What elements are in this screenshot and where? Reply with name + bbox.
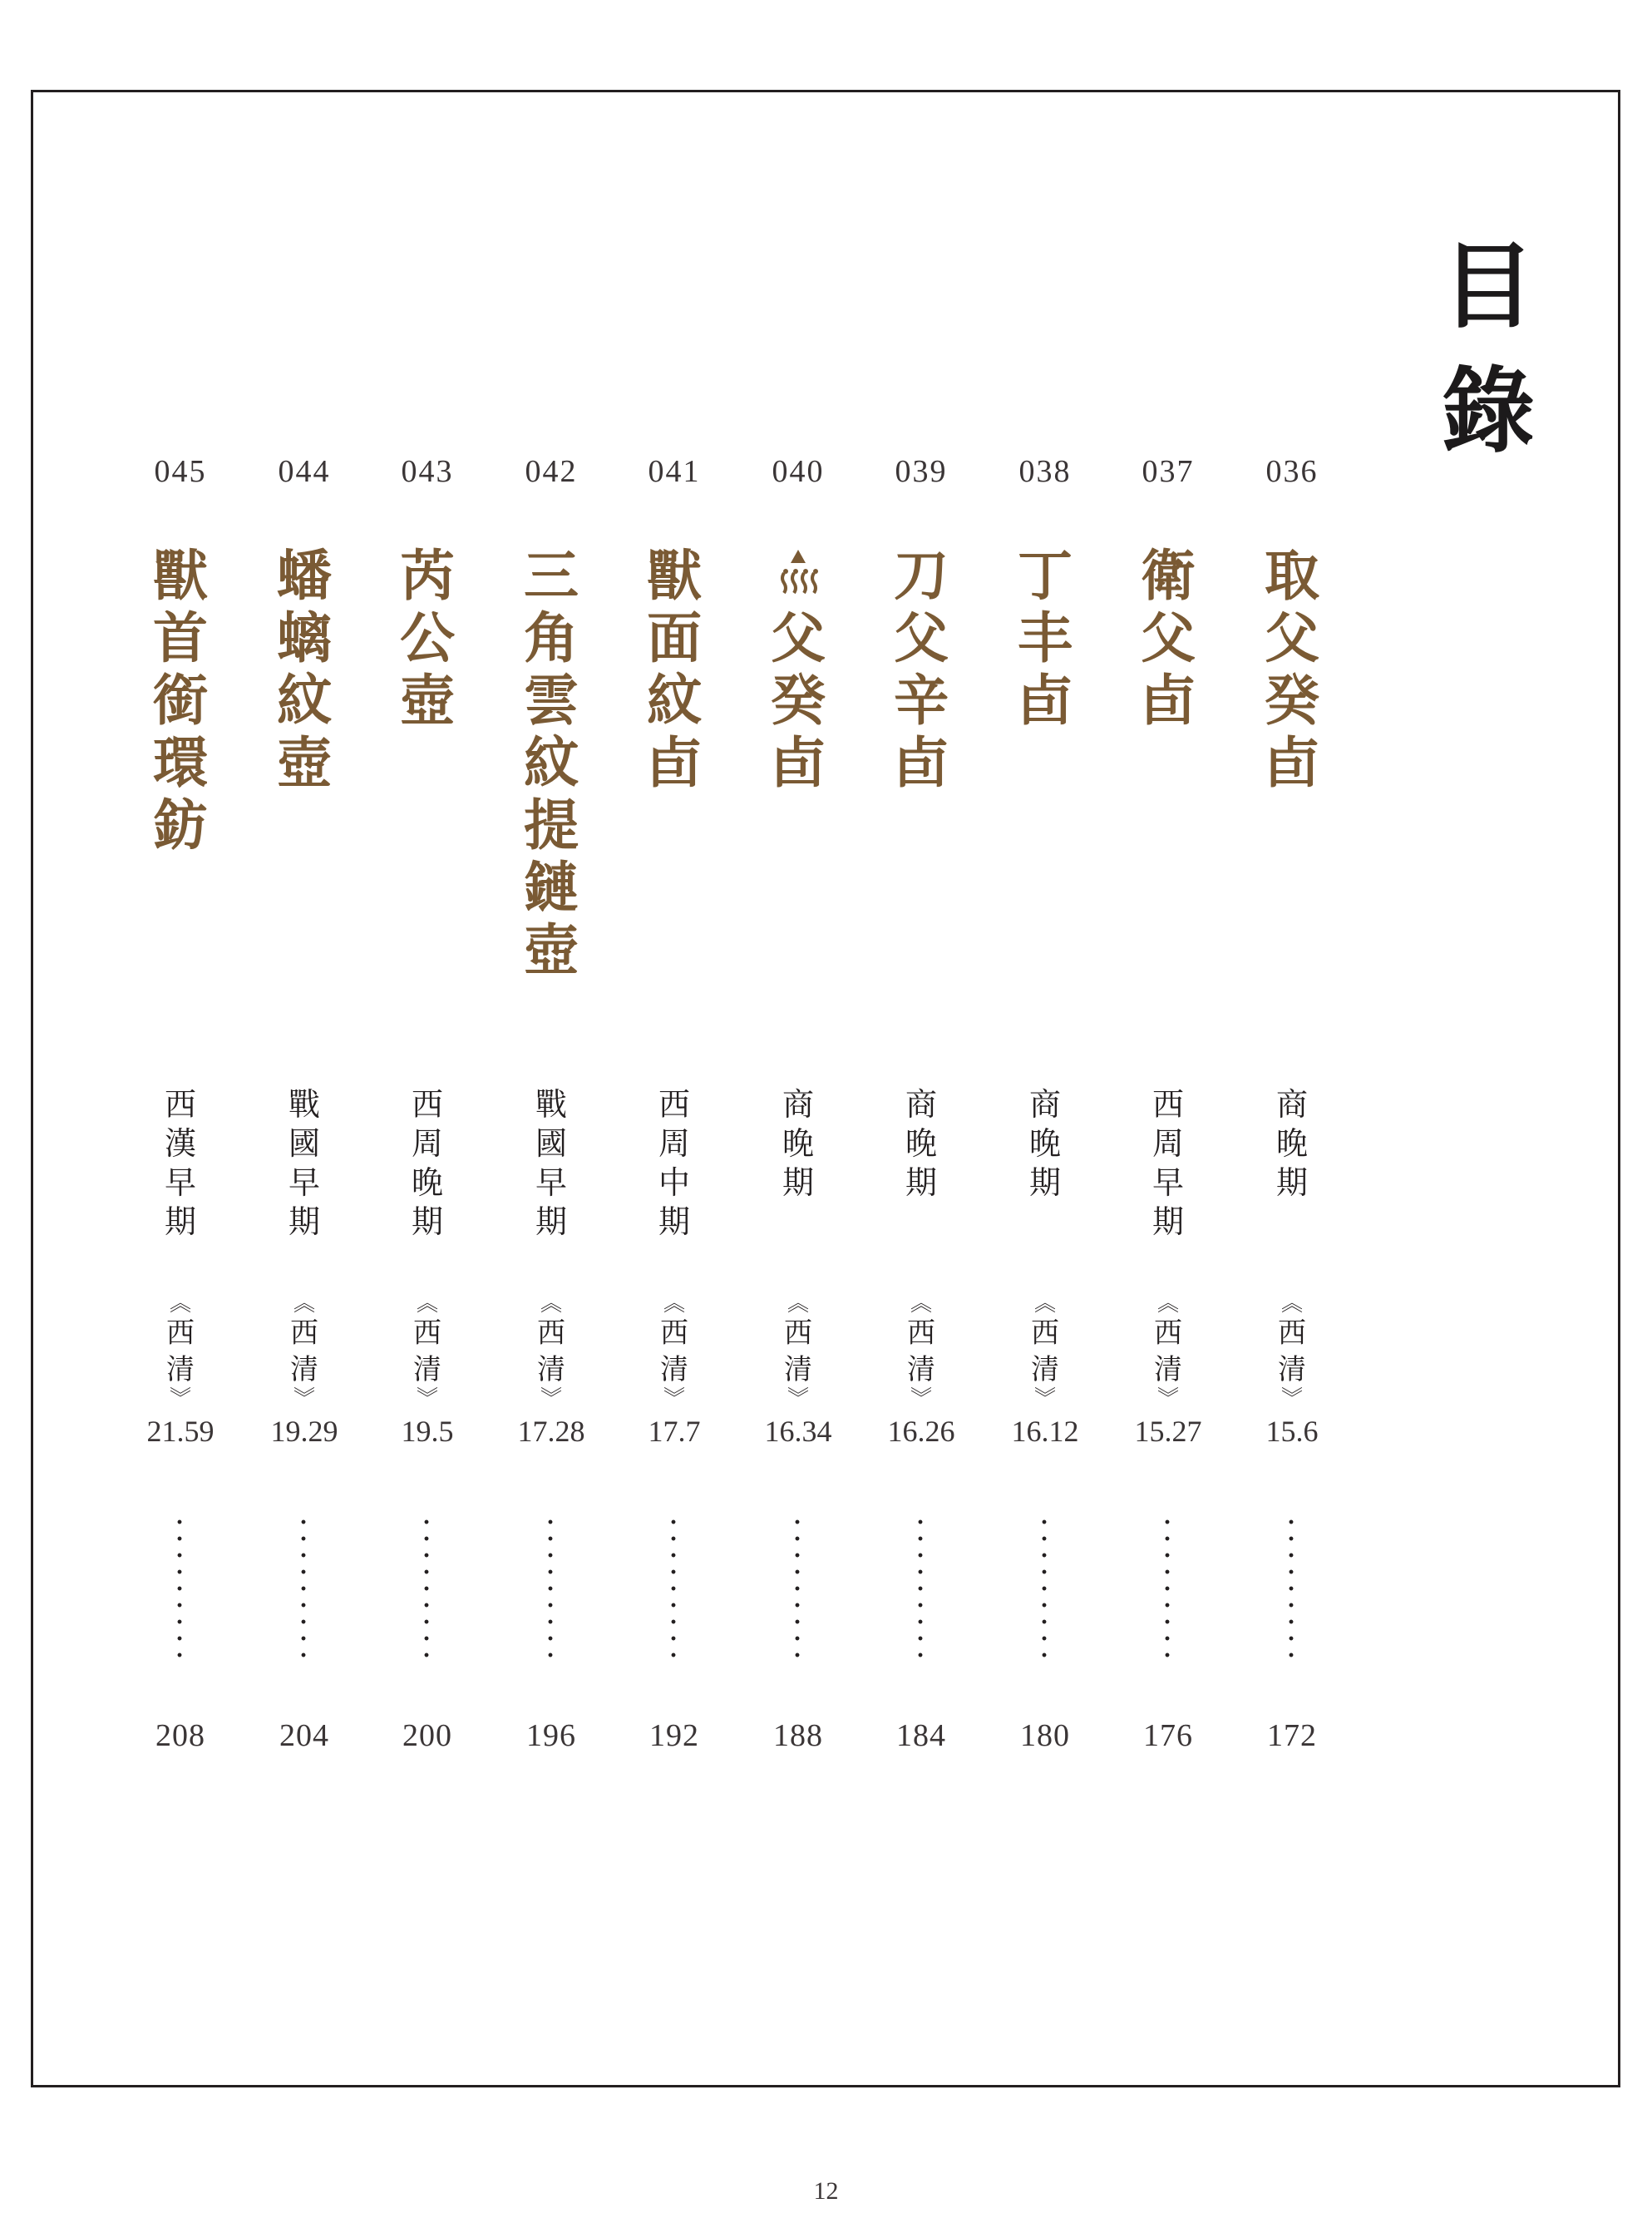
entry-title <box>485 545 618 981</box>
entry-source-ref: 16.26 <box>887 1415 955 1448</box>
entry-period-char: 周 <box>411 1125 443 1162</box>
entry-title-char: 銜 <box>153 668 208 733</box>
entry-period-char: 商 <box>905 1086 937 1123</box>
entry-period-char: 晚 <box>1028 1125 1061 1162</box>
entry-period-char: 周 <box>1151 1125 1184 1162</box>
entry-title-char: 卣 <box>894 730 949 795</box>
entry-title-char: 首 <box>153 605 208 670</box>
entry-title-char: 父 <box>771 605 826 670</box>
entry-title-char: 父 <box>894 605 949 670</box>
entry-period-char: 期 <box>164 1203 196 1240</box>
dot-leader <box>548 1514 553 1663</box>
entry-source <box>979 1293 1112 1410</box>
entry-period-char: 戰 <box>288 1086 320 1123</box>
entry-source-ref: 19.29 <box>270 1415 338 1448</box>
entry-title <box>114 545 247 857</box>
entry-period <box>238 1085 371 1242</box>
entry-source-char: 清 <box>290 1353 318 1386</box>
entry-period-char: 期 <box>782 1164 814 1201</box>
clan-emblem-icon <box>771 545 826 607</box>
entry-title-char: 芮 <box>400 543 455 608</box>
entry-page[interactable]: 188 <box>773 1718 823 1753</box>
entry-period-char: 期 <box>1151 1203 1184 1240</box>
entry-page[interactable]: 196 <box>526 1718 576 1753</box>
dot-leader <box>1042 1514 1047 1663</box>
entry-page[interactable]: 192 <box>649 1718 699 1753</box>
entry-title-char: 紋 <box>524 730 579 795</box>
entry-number: 043 <box>401 454 454 489</box>
source-bracket-open: ︽ <box>169 1292 191 1317</box>
source-bracket-open: ︽ <box>416 1292 438 1317</box>
entry-title-char: 癸 <box>771 668 826 733</box>
entry-period-char: 晚 <box>1275 1125 1308 1162</box>
entry-period-char: 商 <box>1028 1086 1061 1123</box>
entry-title-char: 父 <box>1141 605 1196 670</box>
entry-number: 042 <box>525 454 578 489</box>
entry-source <box>485 1293 618 1410</box>
dot-leader <box>301 1514 306 1663</box>
page-number: 12 <box>813 2177 839 2205</box>
entry-source-char: 西 <box>1278 1317 1306 1350</box>
entry-page[interactable]: 204 <box>279 1718 329 1753</box>
entry-title-char: 公 <box>400 605 455 670</box>
entry-period <box>608 1085 741 1242</box>
entry-title-char: 環 <box>153 730 208 795</box>
entry-period <box>1225 1085 1359 1203</box>
entry-period-char: 早 <box>535 1164 567 1201</box>
entry-source-ref: 16.34 <box>764 1415 832 1448</box>
entry-number: 040 <box>772 454 825 489</box>
entry-source-char: 清 <box>166 1353 195 1386</box>
entry-period-char: 周 <box>658 1125 690 1162</box>
dot-leader <box>795 1514 800 1663</box>
dot-leader <box>671 1514 676 1663</box>
entry-source-char: 西 <box>907 1317 935 1350</box>
entry-period-char: 西 <box>164 1086 196 1123</box>
entry-source-char: 西 <box>166 1317 195 1350</box>
entry-period-char: 早 <box>164 1164 196 1201</box>
toc-title-char: 目 <box>1442 232 1535 341</box>
entry-title-char: 壺 <box>277 730 332 795</box>
entry-title <box>361 545 494 732</box>
entry-source-char: 西 <box>537 1317 565 1350</box>
entry-title-char: 鏈 <box>524 855 579 920</box>
entry-page[interactable]: 180 <box>1020 1718 1070 1753</box>
entry-period-char: 晚 <box>411 1164 443 1201</box>
entry-title-char: 雲 <box>524 668 579 733</box>
entry-title-char: 獸 <box>153 543 208 608</box>
entry-page[interactable]: 208 <box>155 1718 205 1753</box>
source-bracket-open: ︽ <box>293 1292 315 1317</box>
entry-period-char: 期 <box>411 1203 443 1240</box>
entry-period-char: 漢 <box>164 1125 196 1162</box>
entry-number: 037 <box>1142 454 1195 489</box>
entry-period <box>732 1085 865 1203</box>
entry-period <box>855 1085 988 1203</box>
dot-leader <box>1289 1514 1294 1663</box>
entry-period-char: 期 <box>1028 1164 1061 1201</box>
entry-source <box>1225 1293 1359 1410</box>
source-bracket-open: ︽ <box>787 1292 809 1317</box>
entry-number: 038 <box>1018 454 1072 489</box>
entry-source-char: 西 <box>660 1317 688 1350</box>
source-bracket-close: ︾ <box>787 1386 809 1411</box>
source-bracket-open: ︽ <box>910 1292 932 1317</box>
entry-source <box>608 1293 741 1410</box>
dot-leader <box>177 1514 182 1663</box>
entry-title-char: 卣 <box>1018 668 1073 733</box>
entry-title-char: 取 <box>1265 543 1319 608</box>
entry-title-char: 卣 <box>771 730 826 795</box>
entry-period-char: 晚 <box>782 1125 814 1162</box>
entry-title-char: 癸 <box>1265 668 1319 733</box>
source-bracket-close: ︾ <box>169 1386 191 1411</box>
entry-period-char: 早 <box>288 1164 320 1201</box>
entry-period-char: 早 <box>1151 1164 1184 1201</box>
source-bracket-close: ︾ <box>1156 1386 1179 1411</box>
entry-source <box>361 1293 494 1410</box>
entry-period-char: 戰 <box>535 1086 567 1123</box>
source-bracket-close: ︾ <box>910 1386 932 1411</box>
entry-source <box>1102 1293 1235 1410</box>
entry-number: 044 <box>278 454 331 489</box>
entry-period-char: 國 <box>288 1125 320 1162</box>
source-bracket-open: ︽ <box>663 1292 685 1317</box>
entry-source-char: 清 <box>784 1353 812 1386</box>
entry-title-char: 三 <box>524 543 579 608</box>
entry-title-char: 卣 <box>647 730 702 795</box>
entry-title-char: 壺 <box>400 668 455 733</box>
entry-source-char: 清 <box>907 1353 935 1386</box>
entry-title-char: 刀 <box>894 543 949 608</box>
entry-source-ref: 15.27 <box>1134 1415 1202 1448</box>
source-bracket-close: ︾ <box>663 1386 685 1411</box>
toc-title <box>1430 225 1546 474</box>
entry-source-char: 西 <box>413 1317 441 1350</box>
source-bracket-close: ︾ <box>416 1386 438 1411</box>
entry-title-char: 壺 <box>524 917 579 982</box>
source-bracket-close: ︾ <box>1033 1386 1056 1411</box>
entry-period-char: 期 <box>288 1203 320 1240</box>
entry-period <box>361 1085 494 1242</box>
entry-title-char: 紋 <box>277 668 332 733</box>
entry-period <box>114 1085 247 1242</box>
source-bracket-open: ︽ <box>1280 1292 1303 1317</box>
entry-source <box>238 1293 371 1410</box>
entry-title <box>608 545 741 794</box>
entry-title-char: 鈁 <box>153 793 208 857</box>
entry-source <box>114 1293 247 1410</box>
entry-page[interactable]: 176 <box>1143 1718 1193 1753</box>
entry-period-char: 期 <box>1275 1164 1308 1201</box>
dot-leader <box>1165 1514 1170 1663</box>
entry-period-char: 期 <box>905 1164 937 1201</box>
entry-title-char: 卣 <box>1141 668 1196 733</box>
entry-period-char: 西 <box>658 1086 690 1123</box>
entry-source-ref: 19.5 <box>401 1415 454 1448</box>
entry-source-ref: 15.6 <box>1265 1415 1319 1448</box>
entry-title <box>238 545 371 794</box>
entry-source-ref: 16.12 <box>1011 1415 1079 1448</box>
entry-source-char: 西 <box>784 1317 812 1350</box>
entry-title <box>1225 545 1359 794</box>
entry-period-char: 商 <box>782 1086 814 1123</box>
entry-title-char: 獸 <box>647 543 702 608</box>
entry-number: 039 <box>895 454 948 489</box>
entry-source-char: 清 <box>1031 1353 1059 1386</box>
entry-source-char: 清 <box>413 1353 441 1386</box>
entry-title-char: 蟠 <box>277 543 332 608</box>
entry-period-char: 晚 <box>905 1125 937 1162</box>
entry-source-char: 西 <box>1031 1317 1059 1350</box>
entry-title <box>979 545 1112 732</box>
entry-number: 041 <box>648 454 701 489</box>
entry-title-char: 提 <box>524 793 579 857</box>
entry-period-char: 期 <box>658 1203 690 1240</box>
entry-source-char: 西 <box>290 1317 318 1350</box>
entry-period <box>485 1085 618 1242</box>
source-bracket-open: ︽ <box>1156 1292 1179 1317</box>
entry-title-char: 父 <box>1265 605 1319 670</box>
entry-title-char: 紋 <box>647 668 702 733</box>
entry-title-char: 卣 <box>1265 730 1319 795</box>
entry-page[interactable]: 172 <box>1267 1718 1317 1753</box>
source-bracket-close: ︾ <box>1280 1386 1303 1411</box>
dot-leader <box>424 1514 429 1663</box>
entry-source-ref: 21.59 <box>146 1415 215 1448</box>
entry-period <box>1102 1085 1235 1242</box>
entry-title <box>732 545 865 794</box>
entry-source-char: 清 <box>1154 1353 1182 1386</box>
entry-title-char: 辛 <box>894 668 949 733</box>
entry-number: 036 <box>1265 454 1319 489</box>
entry-source <box>855 1293 988 1410</box>
entry-page[interactable]: 184 <box>896 1718 946 1753</box>
entry-source-ref: 17.28 <box>517 1415 585 1448</box>
entry-title-char: 螭 <box>277 605 332 670</box>
entry-title-char: 衛 <box>1141 543 1196 608</box>
entry-title-char: 丁 <box>1018 543 1073 608</box>
entry-period-char: 西 <box>411 1086 443 1123</box>
entry-number: 045 <box>154 454 207 489</box>
entry-source-char: 清 <box>1278 1353 1306 1386</box>
entry-period <box>979 1085 1112 1203</box>
dot-leader <box>918 1514 923 1663</box>
entry-period-char: 商 <box>1275 1086 1308 1123</box>
entry-page[interactable]: 200 <box>402 1718 452 1753</box>
entry-title-char: 面 <box>647 605 702 670</box>
entry-period-char: 西 <box>1151 1086 1184 1123</box>
entry-source-char: 西 <box>1154 1317 1182 1350</box>
entry-period-char: 國 <box>535 1125 567 1162</box>
source-bracket-open: ︽ <box>1033 1292 1056 1317</box>
entry-period-char: 期 <box>535 1203 567 1240</box>
entry-source-char: 清 <box>660 1353 688 1386</box>
entry-title-char: 丰 <box>1018 605 1073 670</box>
entry-source-ref: 17.7 <box>648 1415 701 1448</box>
source-bracket-close: ︾ <box>540 1386 562 1411</box>
entry-period-char: 中 <box>658 1164 690 1201</box>
entry-source <box>732 1293 865 1410</box>
source-bracket-close: ︾ <box>293 1386 315 1411</box>
entry-title <box>855 545 988 794</box>
entry-title <box>1102 545 1235 732</box>
source-bracket-open: ︽ <box>540 1292 562 1317</box>
toc-title-char: 錄 <box>1442 357 1535 466</box>
entry-source-char: 清 <box>537 1353 565 1386</box>
entry-title-char: 角 <box>524 605 579 670</box>
